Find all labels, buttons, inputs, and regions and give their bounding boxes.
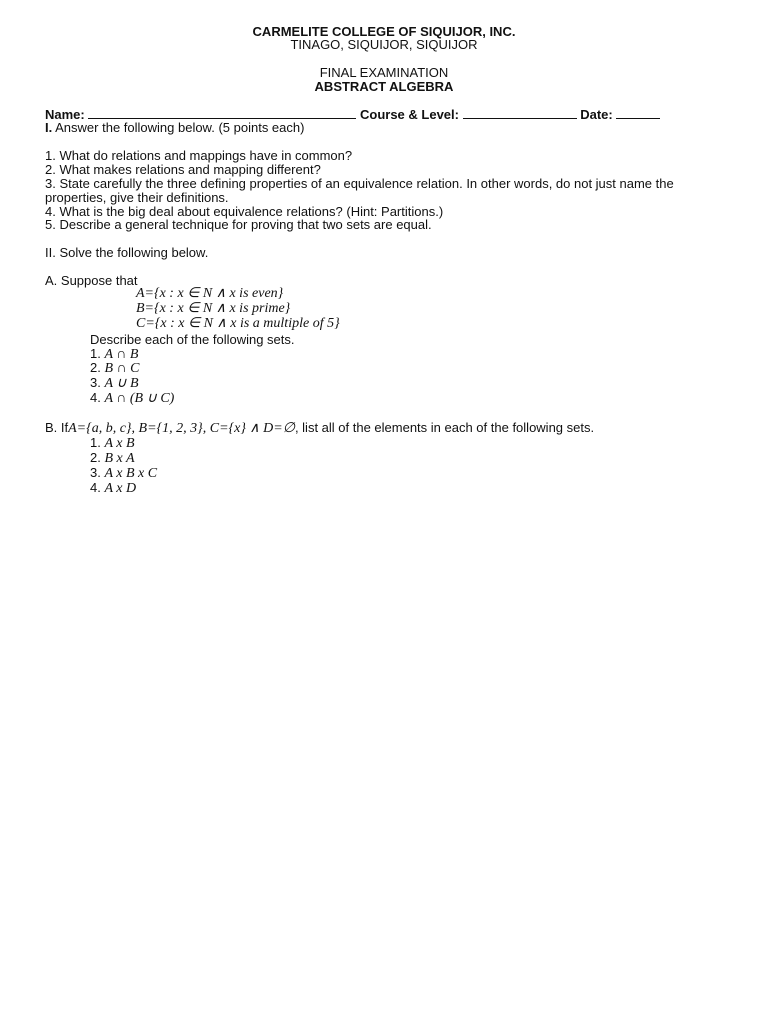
item-number: 1.	[90, 435, 101, 450]
item-number: 4.	[90, 480, 101, 495]
item-expression: A x B x C	[104, 466, 158, 481]
part1-instruction-line	[45, 121, 304, 135]
date-label: Date:	[580, 107, 613, 122]
part2-instruction: II. Solve the following below.	[45, 245, 209, 260]
part2a-item	[90, 376, 139, 391]
question-4: 4. What is the big deal about equivalence relations? (Hint: Partitions.)	[45, 204, 444, 219]
name-label: Name:	[45, 107, 85, 122]
item-expression: A ∪ B	[104, 376, 139, 391]
item-expression: A ∩ B	[104, 347, 139, 362]
college-name: CARMELITE COLLEGE OF SIQUIJOR, INC.	[252, 24, 516, 39]
item-number: 2.	[90, 360, 101, 375]
part2b-item	[90, 436, 135, 451]
college-address: TINAGO, SIQUIJOR, SIQUIJOR	[290, 37, 478, 52]
part2a-item	[90, 361, 139, 376]
course-blank	[463, 107, 577, 119]
item-number: 2.	[90, 450, 101, 465]
part1-roman: I.	[45, 120, 53, 135]
item-number: 1.	[90, 346, 101, 361]
part1-instruction: Answer the following below. (5 points each)	[55, 120, 305, 135]
question-5: 5. Describe a general technique for proving that two sets are equal.	[45, 217, 432, 232]
part2b-item	[90, 451, 135, 466]
set-a-definition: A={x : x ∈ N ∧ x is even}	[136, 286, 284, 301]
name-blank	[88, 107, 356, 119]
question-3: 3. State carefully the three defining properties of an equivalence relation. In other words, do not just name the properties, give their definitions.	[45, 176, 674, 205]
item-expression: B x A	[104, 451, 135, 466]
part2a-describe: Describe each of the following sets.	[90, 332, 295, 347]
part2b-item	[90, 481, 136, 496]
item-number: 4.	[90, 390, 101, 405]
date-blank	[616, 107, 660, 119]
item-expression: A x D	[104, 481, 137, 496]
question-2: 2. What makes relations and mapping different?	[45, 162, 321, 177]
subject-title: ABSTRACT ALGEBRA	[314, 79, 454, 94]
part2b-expression: A={a, b, c}, B={1, 2, 3}, C={x} ∧ D=∅	[68, 421, 295, 436]
part2b-prefix: B. If	[45, 420, 69, 435]
item-expression: A ∩ (B ∪ C)	[104, 391, 175, 406]
exam-title: FINAL EXAMINATION	[319, 65, 449, 80]
set-c-definition: C={x : x ∈ N ∧ x is a multiple of 5}	[136, 316, 340, 331]
part2a-item	[90, 391, 174, 406]
part2b-intro	[45, 421, 594, 436]
set-b-definition: B={x : x ∈ N ∧ x is prime}	[136, 301, 291, 316]
item-expression: B ∩ C	[104, 361, 140, 376]
item-expression: A x B	[104, 436, 135, 451]
item-number: 3.	[90, 465, 101, 480]
course-label: Course & Level:	[360, 107, 459, 122]
part2b-suffix: , list all of the elements in each of the following sets.	[294, 420, 595, 435]
item-number: 3.	[90, 375, 101, 390]
part2a-intro: A. Suppose that	[45, 273, 138, 288]
part2b-item	[90, 466, 157, 481]
question-1: 1. What do relations and mappings have in common?	[45, 148, 353, 163]
